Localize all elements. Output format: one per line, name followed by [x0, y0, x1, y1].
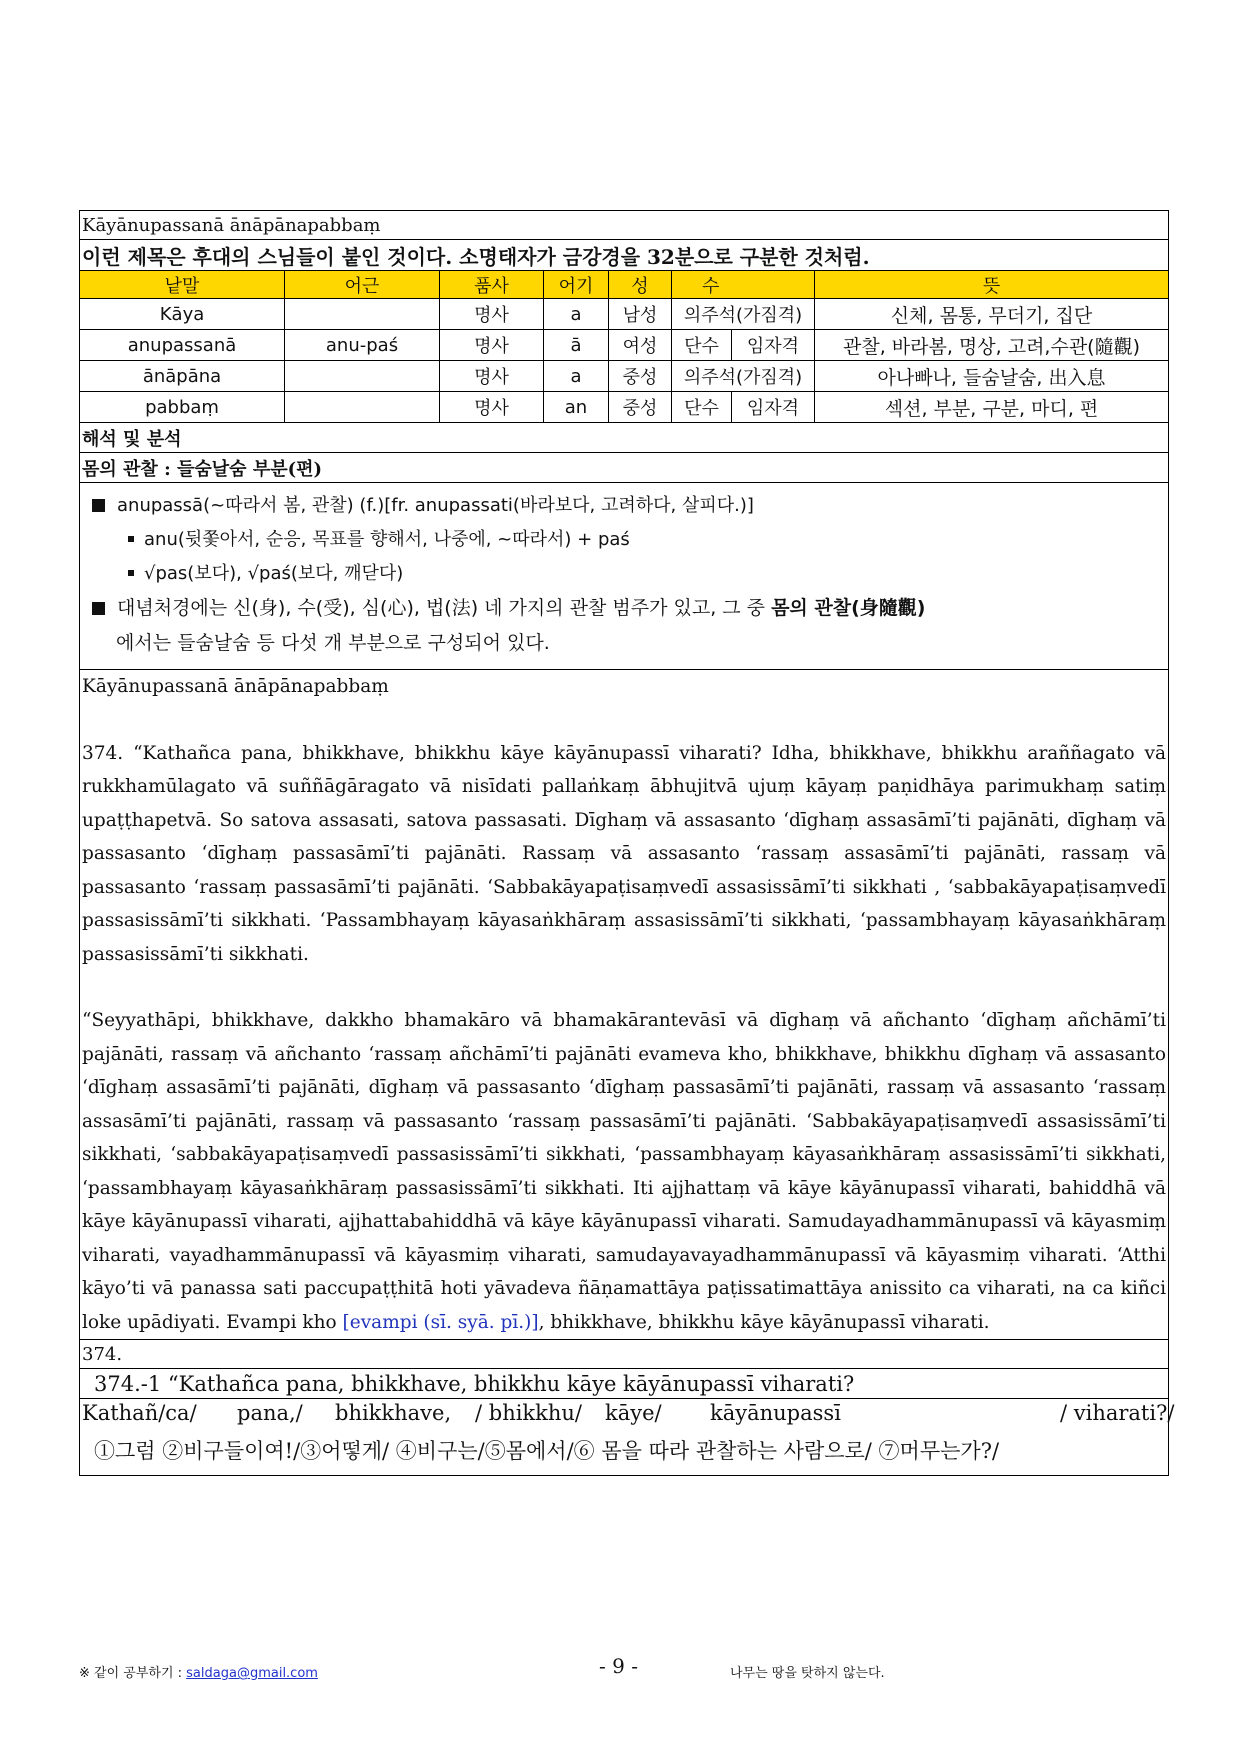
note-text: 대념처경에는 신(身), 수(受), 심(心), 법(法) 네 가지의 관찰 범주가 있고, 그 중: [117, 597, 772, 619]
document-page: [79, 210, 1175, 1476]
pali-paragraph-end: , bhikkhave, bhikkhu kāye kāyānupassī viharati.: [538, 1311, 990, 1333]
small-bullet-icon: [128, 570, 134, 576]
vocab-gender: 여성: [609, 330, 672, 361]
vocab-stem: ā: [544, 330, 609, 361]
col-header: 수: [672, 271, 815, 299]
word-split: [82, 1401, 1175, 1435]
word-token: / viharati?/: [1060, 1401, 1175, 1425]
note-text: anu(뒷쫓아서, 순응, 목표를 향해서, 나중에, ~따라서) + paś: [144, 529, 630, 550]
vocab-row: [80, 330, 1169, 361]
word-token: kāye/: [605, 1401, 662, 1425]
small-bullet-icon: [128, 536, 134, 542]
col-header: 품사: [440, 271, 544, 299]
note-text: 에서는 들숨날숨 등 다섯 개 부분으로 구성되어 있다.: [116, 632, 550, 654]
verse-gloss: ①그럼 ②비구들이여!/③어떻게/ ④비구는/⑤몸에서/⑥ 몸을 따라 관찰하는 사람으로/ ⑦머무는가?/: [94, 1439, 1000, 1463]
col-header: 어근: [285, 271, 440, 299]
verse-breakdown: [80, 1399, 1175, 1476]
pali-title: Kāyānupassanā ānāpānapabbaṃ: [82, 676, 389, 697]
square-bullet-icon: [92, 499, 105, 512]
analysis-heading: 해석 및 분석: [80, 423, 1169, 453]
vocab-case: 의주석(가짐격): [672, 299, 815, 330]
note-text: anupassā(~따라서 봄, 관찰) (f.)[fr. anupassati(바라보다, 고려하다, 살피다.)]: [117, 495, 754, 516]
pali-paragraph: [82, 1004, 1166, 1339]
vocab-meaning: 관찰, 바라봄, 명상, 고려,수관(隨觀): [815, 330, 1169, 361]
vocab-word: Kāya: [80, 299, 285, 330]
vocab-header-row: [80, 271, 1169, 299]
word-token: pana,/: [237, 1401, 303, 1425]
footer-study: [79, 1662, 318, 1681]
vocab-root: [285, 361, 440, 392]
note-continuation: [88, 626, 1162, 661]
vocab-meaning: 섹션, 부분, 구분, 마디, 편: [815, 392, 1169, 423]
note-emphasis: 몸의 관찰(身隨觀): [771, 597, 926, 619]
page-number: - 9 -: [599, 1654, 638, 1678]
vocab-case: 임자격: [732, 392, 815, 423]
square-bullet-icon: [92, 602, 105, 615]
verse-line: 374.-1 “Kathañca pana, bhikkhave, bhikkhu kāye kāyānupassī viharati?: [80, 1369, 1169, 1399]
vocab-stem: a: [544, 299, 609, 330]
vocab-root: anu-paś: [285, 330, 440, 361]
study-table: [79, 210, 1175, 1476]
note-item: [88, 591, 1162, 626]
title-note: 이런 제목은 후대의 스님들이 붙인 것이다. 소명태자가 금강경을 32분으로 구분한 것처럼.: [80, 240, 1169, 271]
vocab-pos: 명사: [440, 299, 544, 330]
vocab-pos: 명사: [440, 392, 544, 423]
note-item: [88, 489, 1162, 523]
word-token: kāyānupassī: [710, 1401, 841, 1425]
vocab-meaning: 신체, 몸통, 무더기, 집단: [815, 299, 1169, 330]
footer-study-label: ※ 같이 공부하기 :: [79, 1666, 187, 1681]
vocab-pos: 명사: [440, 361, 544, 392]
section-title: Kāyānupassanā ānāpānapabbaṃ: [80, 211, 1169, 240]
vocab-row: [80, 299, 1169, 330]
word-token: Kathañ/ca/: [82, 1401, 197, 1425]
vocab-row: [80, 361, 1169, 392]
pali-paragraph: 374. “Kathañca pana, bhikkhave, bhikkhu kāye kāyānupassī viharati? Idha, bhikkhave, bhikkhu araññagato vā rukkhamūlagato vā suññāgāragato vā nisīdati pallaṅkaṃ ābhujitvā ujuṃ kāyaṃ paṇidhāya parimukhaṃ satiṃ upaṭṭhapetvā. So satova assasati, satova passasati. Dīghaṃ vā assasanto ‘dīghaṃ assasāmī’ti pajānāti, dīghaṃ vā passasanto ‘dīghaṃ passasāmī’ti pajānāti. Rassaṃ vā assasanto ‘rassaṃ assasāmī’ti pajānāti, rassaṃ vā passasanto ‘rassaṃ passasāmī’ti pajānāti. ‘Sabbakāyapaṭisaṃvedī assasissāmī’ti sikkhati , ‘sabbakāyapaṭisaṃvedī passasissāmī’ti sikkhati. ‘Passambhayaṃ kāyasaṅkhāraṃ assasissāmī’ti sikkhati, ‘passambhayaṃ kāyasaṅkhāraṃ passasissāmī’ti sikkhati.: [82, 742, 1167, 965]
vocab-stem: a: [544, 361, 609, 392]
vocab-gender: 중성: [609, 361, 672, 392]
col-header: 뜻: [815, 271, 1169, 299]
col-header: 어기: [544, 271, 609, 299]
vocab-case: 의주석(가짐격): [672, 361, 815, 392]
note-text: √pas(보다), √paś(보다, 깨닫다): [144, 563, 404, 584]
vocab-meaning: 아나빠나, 들숨날숨, 出入息: [815, 361, 1169, 392]
vocab-word: pabbaṃ: [80, 392, 285, 423]
vocab-number: 단수: [672, 392, 732, 423]
word-token: / bhikkhu/: [475, 1401, 583, 1425]
email-link[interactable]: saldaga@gmail.com: [186, 1666, 318, 1681]
vocab-number: 단수: [672, 330, 732, 361]
vocab-row: [80, 392, 1169, 423]
vocab-gender: 중성: [609, 392, 672, 423]
vocab-word: anupassanā: [80, 330, 285, 361]
vocab-word: ānāpāna: [80, 361, 285, 392]
vocab-stem: an: [544, 392, 609, 423]
vocab-case: 임자격: [732, 330, 815, 361]
col-header: 성: [609, 271, 672, 299]
word-token: bhikkhave,: [335, 1401, 452, 1425]
col-header: 낱말: [80, 271, 285, 299]
vocab-pos: 명사: [440, 330, 544, 361]
note-subitem: [88, 523, 1162, 557]
pali-text: [80, 670, 1169, 1340]
notes-box: [80, 483, 1169, 670]
vocab-gender: 남성: [609, 299, 672, 330]
variant-reading: [evampi (sī. syā. pī.)]: [342, 1311, 539, 1333]
vocab-root: [285, 299, 440, 330]
verse-number: 374.: [80, 1340, 1169, 1369]
footer-motto: 나무는 땅을 탓하지 않는다.: [730, 1666, 885, 1681]
pali-paragraph-text: “Seyyathāpi, bhikkhave, dakkho bhamakāro vā bhamakārantevāsī vā dīghaṃ vā añchanto ‘dīghaṃ añchāmī’ti pajānāti, rassaṃ vā añchanto ‘rassaṃ añchāmī’ti pajānāti evameva kho, bhikkhave, bhikkhu dīghaṃ vā assasanto ‘dīghaṃ assasāmī’ti pajānāti, dīghaṃ vā passasanto ‘dīghaṃ passasāmī’ti pajānāti, rassaṃ vā assasanto ‘rassaṃ assasāmī’ti pajānāti, rassaṃ vā passasanto ‘rassaṃ passasāmī’ti pajānāti. ‘Sabbakāyapaṭisaṃvedī assasissāmī’ti sikkhati, ‘sabbakāyapaṭisaṃvedī passasissāmī’ti sikkhati, ‘passambhayaṃ kāyasaṅkhāraṃ assasissāmī’ti sikkhati, ‘passambhayaṃ kāyasaṅkhāraṃ passasissāmī’ti sikkhati. Iti ajjhattaṃ vā kāye kāyānupassī viharati, bahiddhā vā kāye kāyānupassī viharati, ajjhattabahiddhā vā kāye kāyānupassī viharati. Samudayadhammānupassī vā kāyasmiṃ viharati, vayadhammānupassī vā kāyasmiṃ viharati, samudayavayadhammānupassī vā kāyasmiṃ viharati. ‘Atthi kāyo’ti vā panassa sati paccupaṭṭhitā hoti yāvadeva ñāṇamattāya paṭissatimattāya anissito ca viharati, na ca kiñci loke upādiyati. Evampi kho: [82, 1010, 1167, 1333]
analysis-translation: 몸의 관찰 : 들숨날숨 부분(편): [80, 453, 1169, 483]
vocab-root: [285, 392, 440, 423]
note-subitem: [88, 557, 1162, 591]
